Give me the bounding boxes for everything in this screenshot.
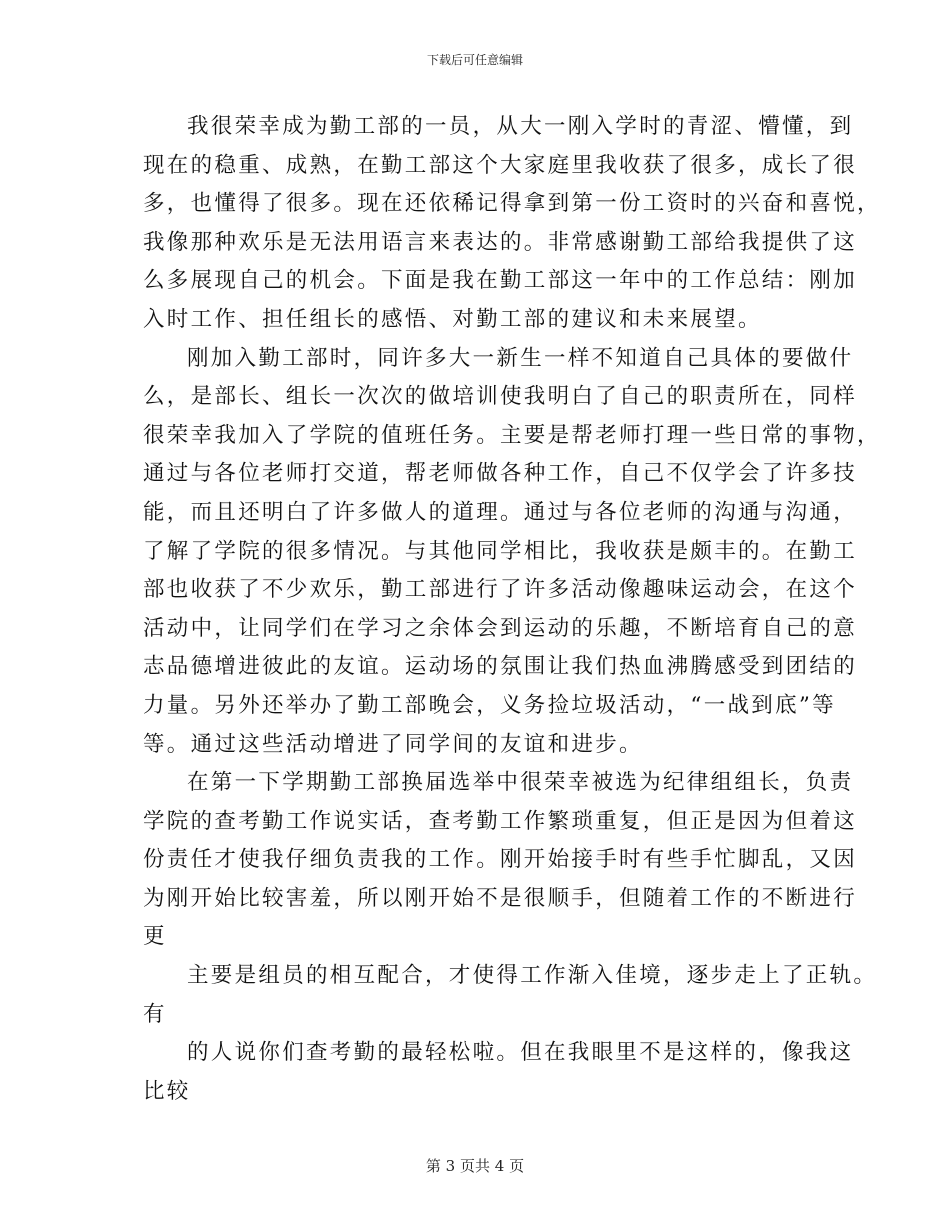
text-line: 为刚开始比较害羞，所以刚开始不是很顺手，但随着工作的不断进行 [143,885,858,911]
text-line: 多，也懂得了很多。现在还依稀记得拿到第一份工资时的兴奋和喜悦， [143,191,881,217]
paragraph-2 [143,340,881,765]
text-line: 入时工作、担任组长的感悟、对勤工部的建议和未来展望。 [143,306,762,332]
page-footer: 第 3 页共 4 页 [425,1157,525,1175]
text-line: 学院的查考勤工作说实话，查考勤工作繁琐重复，但正是因为但着这 [143,808,858,834]
text-line: 么多展现自己的机会。下面是我在勤工部这一年中的工作总结：刚加 [143,268,858,294]
text-line: 志品德增进彼此的友谊。运动场的氛围让我们热血沸腾感受到团结的 [143,654,858,680]
paragraph-3 [143,764,858,957]
text-line: 通过与各位老师打交道，帮老师做各种工作，自己不仅学会了许多技 [143,461,858,487]
text-line: 更 [143,924,167,950]
text-line: 现在的稳重、成熟，在勤工部这个大家庭里我收获了很多，成长了很 [143,152,858,178]
text-line: 活动中，让同学们在学习之余体会到运动的乐趣，不断培育自己的意 [143,615,858,641]
text-line: 主要是组员的相互配合，才使得工作渐入佳境，逐步走上了正轨。 [187,963,878,989]
page-header: 下载后可任意编辑 [426,53,523,67]
text-line: 了解了学院的很多情况。与其他同学相比，我收获是颇丰的。在勤工 [143,538,858,564]
paragraph-5 [143,1034,854,1111]
document-body [143,108,881,1111]
text-line: 力量。另外还举办了勤工部晚会，义务捡垃圾活动，“一战到底”等 [143,692,836,718]
text-line: 么，是部长、组长一次次的做培训使我明白了自己的职责所在，同样 [143,384,858,410]
text-line: 等。通过这些活动增进了同学间的友谊和进步。 [143,731,643,757]
text-line: 能，而且还明白了许多做人的道理。通过与各位老师的沟通与沟通， [143,499,858,525]
text-line: 有 [143,1001,167,1027]
paragraph-1 [143,108,881,340]
text-line: 份责任才使我仔细负责我的工作。刚开始接手时有些手忙脚乱，又因 [143,847,858,873]
text-line: 刚加入勤工部时，同许多大一新生一样不知道自己具体的要做什 [187,345,854,371]
text-line: 比较 [143,1078,191,1104]
text-line: 我像那种欢乐是无法用语言来表达的。非常感谢勤工部给我提供了这 [143,229,858,255]
text-line: 的人说你们查考勤的最轻松啦。但在我眼里不是这样的，像我这 [187,1040,854,1066]
text-line: 部也收获了不少欢乐，勤工部进行了许多活动像趣味运动会，在这个 [143,577,858,603]
text-line: 我很荣幸成为勤工部的一员，从大一刚入学时的青涩、懵懂，到 [187,114,854,139]
text-line: 在第一下学期勤工部换届选举中很荣幸被选为纪律组组长，负责 [187,770,854,796]
paragraph-4 [143,957,878,1034]
text-line: 很荣幸我加入了学院的值班任务。主要是帮老师打理一些日常的事物， [143,422,881,448]
